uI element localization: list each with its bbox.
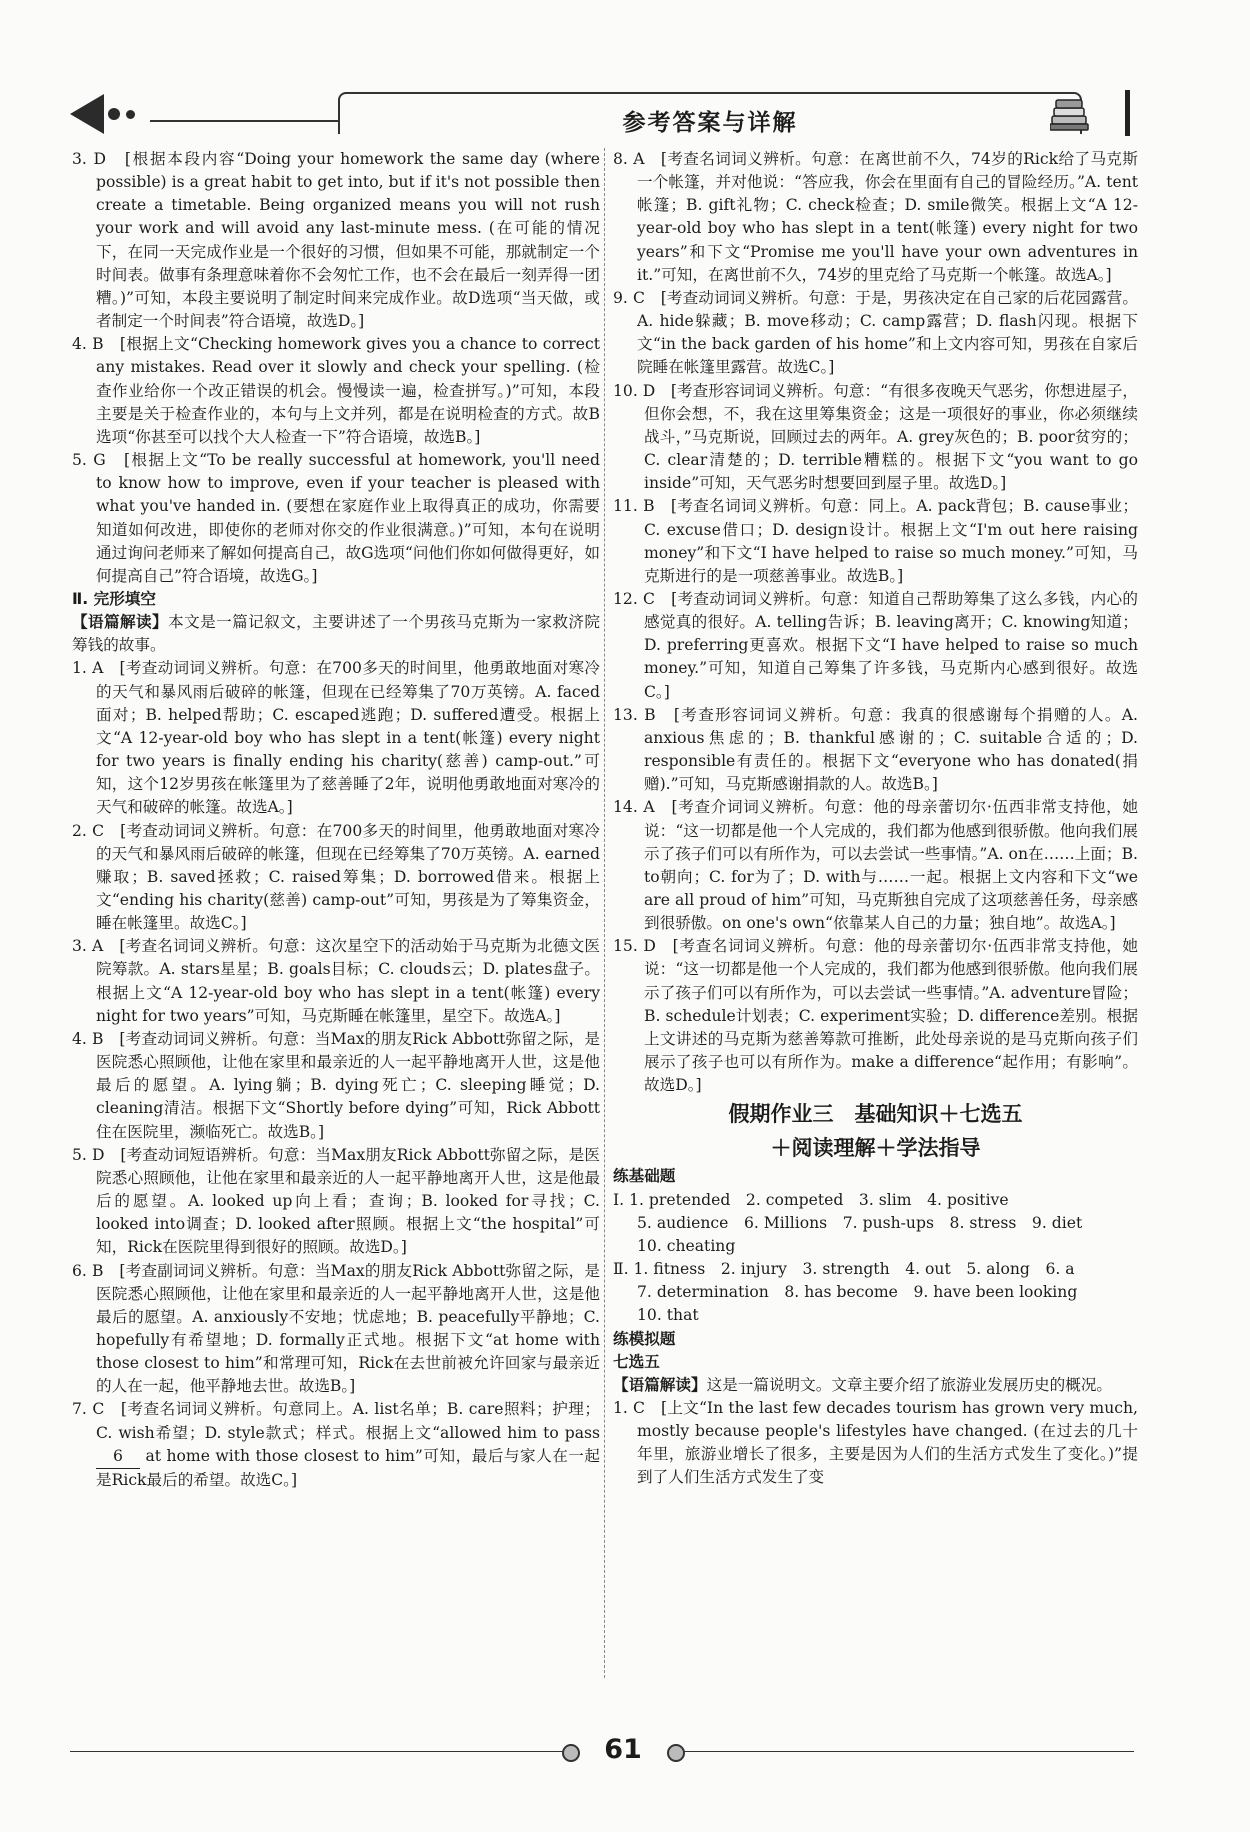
header-rule	[150, 120, 340, 122]
answer-item: 5. D [考查动词短语辨析。句意：当Max朋友Rick Abbott弥留之际，是医院悉心照顾他，让他在家里和最亲近的人一起平静地离开人世，这是他最后的愿望。A. looked up向上看；查询；B. looked for寻找；C. looked into调查；D. looked after照顾。根据上文“the hospital”可知，Rick在医院里得到很好的照顾。故选D。]	[72, 1145, 600, 1257]
page-title: 参考答案与详解	[622, 110, 798, 136]
answer-item: 12. C [考查动词词义辨析。句意：知道自己帮助筹集了这么多钱，内心的感觉真的很好。A. telling告诉；B. leaving离开；C. knowing知道；D. preferring更喜欢。根据下文“I have helped to raise so much money.”可知，知道自己筹集了许多钱，马克斯内心感到很好。故选C。]	[613, 589, 1138, 701]
answer-text: 7. C [考查名词词义辨析。句意同上。A. list名单；B. care照料；护理；C. wish希望；D. style款式；样式。根据上文“allowed him to pass	[72, 1400, 600, 1442]
answer-line: 10. cheating	[637, 1236, 736, 1255]
answer-line: Ⅱ. 1. fitness 2. injury 3. strength 4. out 5. along 6. a	[613, 1260, 1075, 1279]
footer-rule-left	[70, 1751, 575, 1752]
answer-item: 11. B [考查名词词义辨析。句意：同上。A. pack背包；B. cause事业；C. excuse借口；D. design设计。根据上文“I'm out here raising money”和下文“I have helped to raise so much money.”可知，马克斯进行的是一项慈善事业。故选B。]	[613, 497, 1138, 585]
answer-item: 4. B [考查动词词义辨析。句意：当Max的朋友Rick Abbott弥留之际，是医院悉心照顾他，让他在家里和最亲近的人一起平静地离开人世，这是他最后的愿望。A. lying躺；B. dying死亡；C. sleeping睡觉；D. cleaning清洁。根据下文“Shortly before dying”可知，Rick Abbott住在医院里，濒临死亡。故选B。]	[72, 1029, 600, 1141]
answer-line: 5. audience 6. Millions 7. push-ups 8. stress 9. diet	[637, 1213, 1083, 1232]
footer-rule-right	[684, 1751, 1134, 1752]
left-column	[72, 148, 600, 1492]
answer-item: 15. D [考查名词词义辨析。句意：他的母亲蕾切尔·伍西非常支持他，她说：“这一切都是他一个人完成的，我们都为他感到很骄傲。他向我们展示了孩子们可以有所作为，可以去尝试一些事情。”A. adventure冒险；B. schedule计划表；C. experiment实验；D. difference差别。根据上文讲述的马克斯为慈善筹款可推断，此处母亲说的是马克斯向孩子们展示了孩子也可以有所作为。make a difference“起作用；有影响”。故选D。]	[613, 937, 1138, 1095]
answer-item: 6. B [考查副词词义辨析。句意：当Max的朋友Rick Abbott弥留之际，是医院悉心照顾他，让他在家里和最亲近的人一起平静地离开人世，这是他最后的愿望。A. anxiously不安地；忧虑地；B. peacefully平静地；C. hopefully有希望地；D. formally正式地。根据下文“at home with those closest to him”和常理可知，Rick在去世前被允许回家与最亲近的人在一起，他平静地去世。故选B。]	[72, 1261, 600, 1396]
intro-label: 【语篇解读】	[613, 1375, 707, 1394]
answer-item: 9. C [考查动词词义辨析。句意：于是，男孩决定在自己家的后花园露营。A. hide躲藏；B. move移动；C. camp露营；D. flash闪现。根据下文“in the back garden of his home”和上文内容可知，男孩在自家后院睡在帐篷里露营。故选C。]	[613, 288, 1138, 377]
header-tab	[338, 92, 1082, 134]
passage-intro	[613, 1374, 1138, 1397]
page-header	[70, 88, 1130, 140]
answer-line: Ⅰ. 1. pretended 2. competed 3. slim 4. positive	[613, 1190, 1009, 1209]
books-icon	[1050, 90, 1090, 132]
passage-intro	[72, 611, 600, 657]
section-heading: 七选五	[613, 1352, 660, 1371]
answer-item	[72, 1398, 600, 1492]
answer-line: 7. determination 8. has become 9. have been looking	[637, 1283, 1078, 1302]
column-divider	[604, 148, 605, 1678]
answer-item: 13. B [考查形容词词义辨析。句意：我真的很感谢每个捐赠的人。A. anxious焦虑的；B. thankful感谢的；C. suitable合适的；D. responsible有责任的。根据下文“everyone who has donated(捐赠).”可知，马克斯感谢捐款的人。故选B。]	[613, 705, 1138, 794]
assignment-title: ＋阅读理解＋学法指导	[770, 1136, 981, 1161]
answer-item: 4. B [根据上文“Checking homework gives you a chance to correct any mistakes. Read over it slowly and check your spelling. (检查作业给你一个改正错误的机会。慢慢读一遍，检查拼写。)”可知，本段主要是关于检查作业的，本句与上文并列，都是在说明检查的方式。故B选项“你甚至可以找个大人检查一下”符合语境，故选B。]	[72, 335, 600, 446]
header-bar	[1125, 90, 1130, 136]
answer-item: 2. C [考查动词词义辨析。句意：在700多天的时间里，他勇敢地面对寒冷的天气和暴风雨后破碎的帐篷，但现在已经筹集了70万英镑。A. earned赚取；B. saved拯救；C. raised筹集；D. borrowed借来。根据上文“ending his charity(慈善) camp-out”可知，男孩是为了筹集资金，睡在帐篷里。故选C。]	[72, 821, 600, 933]
dot-icon	[126, 110, 135, 119]
assignment-title: 假期作业三 基础知识＋七选五	[728, 1102, 1023, 1127]
answer-line: 10. that	[637, 1306, 699, 1325]
section-heading: 练模拟题	[613, 1329, 676, 1348]
section-heading: 练基础题	[613, 1167, 676, 1186]
footer-dot-right	[667, 1744, 685, 1762]
answer-item: 8. A [考查名词词义辨析。句意：在离世前不久，74岁的Rick给了马克斯一个帐篷，并对他说：“答应我，你会在里面有自己的冒险经历。”A. tent帐篷；B. gift礼物；C. check检查；D. smile微笑。根据上文“A 12-year-old boy who has slept in a tent(帐篷) every night for two years”和下文“Promise me you'll have your own adventures in it.”可知，在离世前不久，74岁的里克给了马克斯一个帐篷。故选A。]	[613, 150, 1138, 284]
intro-text: 本文是一篇记叙文，主要讲述了一个男孩马克斯为一家救济院筹钱的故事。	[72, 613, 600, 655]
dot-icon	[108, 108, 120, 120]
blank-number: 6	[96, 1445, 140, 1469]
answer-item: 3. D [根据本段内容“Doing your homework the same day (where possible) is a great habit to get into, but if it's not possible then create a timetable. Being organized means you will not rush your work and will avoid any last-minute mess. (在可能的情况下，在同一天完成作业是一个很好的习惯，但如果不可能，那就制定一个时间表。做事有条理意味着你不会匆忙工作，也不会在最后一刻弄得一团糟。)”可知，本段主要说明了制定时间来完成作业。故D选项“当天做，或者制定一个时间表”符合语境，故选D。]	[72, 150, 600, 331]
right-column	[613, 148, 1138, 1490]
answer-item: 5. G [根据上文“To be really successful at homework, you'll need to know how to improve, even if your teacher is pleased with what you've handed in. (要想在家庭作业上取得真正的成功，你需要知道如何改进，即使你的老师对你交的作业很满意。)”可知，本句在说明通过询问老师来了解如何提高自己，故G选项“问他们你如何做得更好，如何提高自己”符合语境，故选G。]	[72, 451, 600, 585]
footer-dot-left	[562, 1744, 580, 1762]
intro-text: 这是一篇说明文。文章主要介绍了旅游业发展历史的概况。	[706, 1375, 1113, 1394]
answer-text: at home with those closest to him”可知，最后与家人在一起是Rick最后的希望。故选C。]	[96, 1446, 600, 1489]
answer-item: 1. C [上文“In the last few decades tourism has grown very much, mostly because people's lifestyles have changed. (在过去的几十年里，旅游业增长了很多，主要是因为人们的生活方式发生了变化。)”提到了人们生活方式发生了变	[613, 1398, 1138, 1487]
answer-item: 10. D [考查形容词词义辨析。句意：“有很多夜晚天气恶劣，你想进屋子，但你会想，不，我在这里筹集资金；这是一项很好的事业，你必须继续战斗，”马克斯说，回顾过去的两年。A. grey灰色的；B. poor贫穷的；C. clear清楚的；D. terrible糟糕的。根据下文“you want to go inside”可知，天气恶劣时想要回到屋子里。故选D。]	[613, 381, 1138, 493]
section-heading: Ⅱ. 完形填空	[72, 589, 156, 608]
arrow-icon	[70, 94, 104, 134]
answer-item: 3. A [考查名词词义辨析。句意：这次星空下的活动始于马克斯为北德文医院筹款。A. stars星星；B. goals目标；C. clouds云；D. plates盘子。根据上文“A 12-year-old boy who has slept in a tent(帐篷) every night for two years”可知，马克斯睡在帐篷里，星空下。故选A。]	[72, 937, 600, 1025]
answer-item: 1. A [考查动词词义辨析。句意：在700多天的时间里，他勇敢地面对寒冷的天气和暴风雨后破碎的帐篷，但现在已经筹集了70万英镑。A. faced面对；B. helped帮助；C. escaped逃跑；D. suffered遭受。根据上文“A 12-year-old boy who has slept in a tent(帐篷) every night for two years is finally ending his charity(慈善) camp-out.”可知，这个12岁男孩在帐篷里为了慈善睡了2年，说明他勇敢地面对寒冷的天气和破碎的帐篷。故选A。]	[72, 659, 600, 817]
intro-label: 【语篇解读】	[72, 613, 169, 632]
answer-item: 14. A [考查介词词义辨析。句意：他的母亲蕾切尔·伍西非常支持他，她说：“这一切都是他一个人完成的，我们都为他感到很骄傲。他向我们展示了孩子们可以有所作为，可以去尝试一些事情。”A. on在……上面；B. to朝向；C. for为了；D. with与……一起。根据上文内容和下文“we are all proud of him”可知，马克斯独自完成了这项慈善任务，母亲感到很骄傲。on one's own“依靠某人自己的力量；独自地”。故选A。]	[613, 798, 1138, 933]
page-number: 61	[604, 1734, 642, 1765]
